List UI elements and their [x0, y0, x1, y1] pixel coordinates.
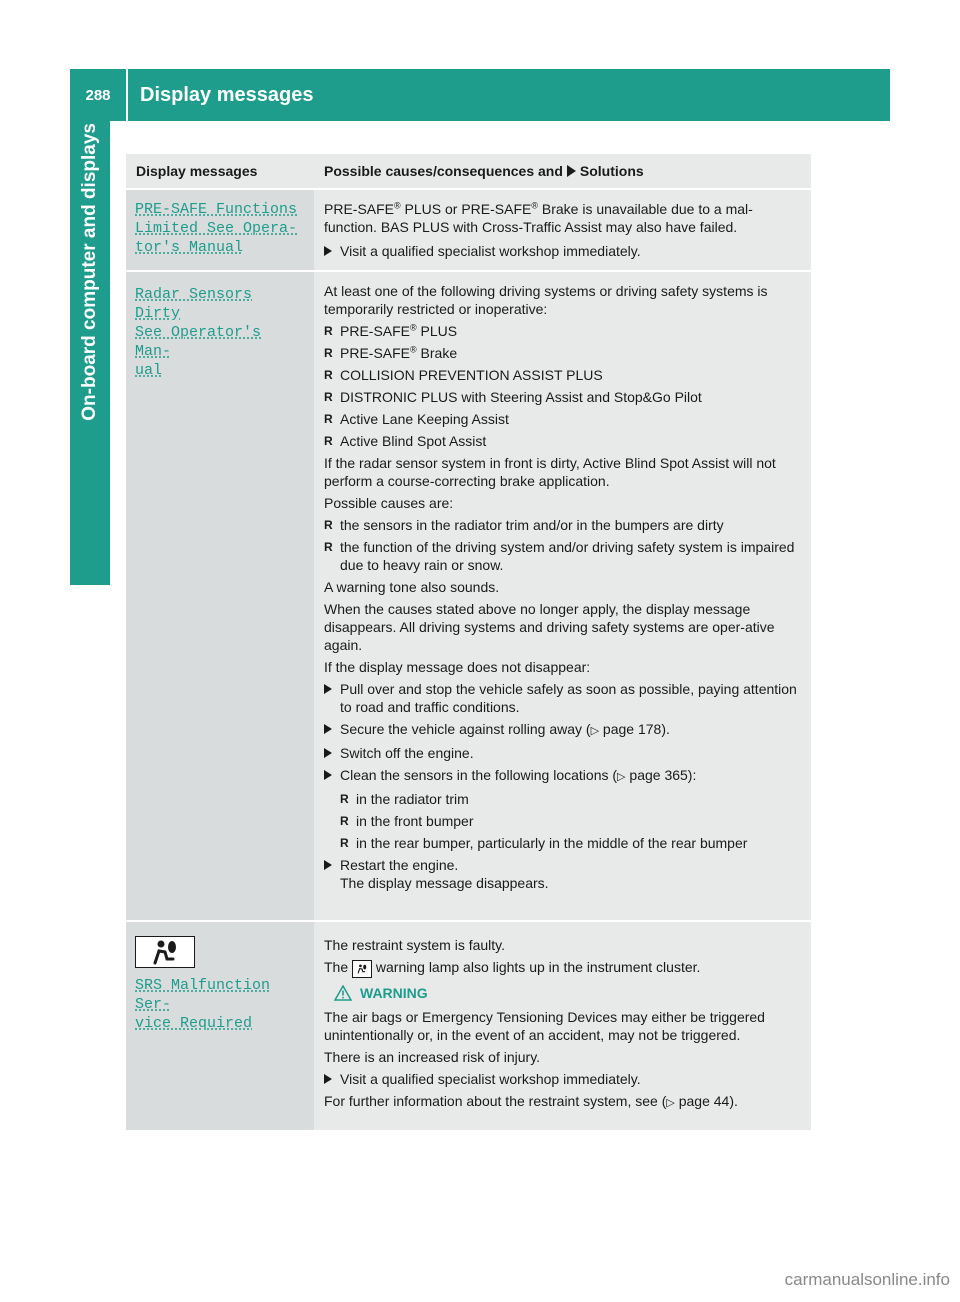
table-row: [126, 272, 811, 922]
message-line: PRE-SAFE Functions: [135, 201, 298, 218]
list-item: R the sensors in the radiator trim and/or in the bumpers are dirty: [324, 517, 724, 533]
step-item: Switch off the engine.: [324, 744, 803, 762]
airbag-warning-lamp-icon: [352, 960, 372, 978]
step-item: Pull over and stop the vehicle safely as soon as possible, paying attention to road and traffic conditions.: [324, 680, 803, 716]
message-cell: [126, 272, 314, 920]
page-ref-link[interactable]: page 178).: [599, 721, 670, 737]
list-item: R in the radiator trim: [340, 791, 469, 807]
step-arrow-icon: [324, 684, 332, 694]
message-line: See Operator's Man‐: [135, 324, 262, 360]
step-arrow-icon: [324, 860, 332, 870]
cause-text: PRE-SAFE® PLUS or PRE-SAFE® Brake is unavailable due to a mal- function. BAS PLUS with Cross-Traffic Assist may also have failed.: [324, 200, 753, 235]
step-arrow-icon: [324, 246, 332, 256]
messages-table: [126, 154, 811, 1132]
paragraph: For further information about the restraint system, see (▷ page 44).: [324, 1093, 738, 1109]
watermark: carmanualsonline.info: [784, 1270, 950, 1289]
message-cell: [126, 922, 314, 1130]
paragraph: The warning lamp also lights up in the instrument cluster.: [324, 958, 803, 978]
list-item: R DISTRONIC PLUS with Steering Assist and Stop&Go Pilot: [324, 389, 702, 405]
warning-heading: WARNING: [334, 984, 803, 1002]
side-tab-label: On-board computer and displays: [79, 123, 100, 421]
paragraph: Possible causes are:: [324, 495, 454, 511]
col-header-causes: [314, 154, 811, 188]
message-line: tor's Manual: [135, 239, 244, 256]
step-item: Visit a qualified specialist workshop immediately.: [324, 242, 803, 260]
paragraph: If the radar sensor system in front is dirty, Active Blind Spot Assist will not perform a course-correcting brake application.: [324, 455, 776, 489]
airbag-person-icon: [147, 939, 183, 965]
message-line: Radar Sensors Dirty: [135, 286, 253, 322]
list-item: R in the front bumper: [340, 813, 474, 829]
airbag-warning-icon: [135, 936, 195, 968]
list-item: R PRE-SAFE® PLUS: [324, 322, 458, 339]
list-item: R COLLISION PREVENTION ASSIST PLUS: [324, 367, 603, 383]
table-row: [126, 190, 811, 272]
side-tab-label-wrap: [70, 121, 110, 521]
page-ref-link[interactable]: page 44).: [674, 1093, 738, 1109]
message-cell: [126, 190, 314, 270]
message-line: ual: [135, 362, 163, 379]
step-item: Clean the sensors in the following locations (▷ page 365):: [324, 766, 803, 786]
paragraph: The restraint system is faulty.: [324, 937, 506, 953]
page-header: [70, 69, 890, 121]
step-item: Secure the vehicle against rolling away (▷ page 178).: [324, 720, 803, 740]
col-header-causes-text: Possible causes/consequences and: [324, 163, 563, 179]
step-item: Visit a qualified specialist workshop immediately.: [324, 1070, 803, 1088]
list-item: R PRE-SAFE® Brake: [324, 344, 458, 361]
step-arrow-icon: [324, 748, 332, 758]
page-number: 288: [85, 86, 111, 104]
page-title: Display messages: [140, 83, 314, 106]
step-arrow-icon: [324, 724, 332, 734]
message-line: Limited See Opera‐: [135, 220, 298, 237]
step-arrow-icon: [324, 770, 332, 780]
list-item: R Active Blind Spot Assist: [324, 433, 487, 449]
col-header-solutions-text: Solutions: [579, 163, 644, 179]
message-line: vice Required: [135, 1015, 253, 1032]
list-item: R the function of the driving system and/or driving safety system is impaired due to heavy rain or snow.: [324, 539, 795, 573]
solutions-arrow-icon: [567, 165, 576, 177]
list-item: R in the rear bumper, particularly in the middle of the rear bumper: [340, 835, 748, 851]
paragraph: When the causes stated above no longer apply, the display message disappears. All driving systems and driving safety systems are oper-ative again.: [324, 601, 775, 653]
step-item: Restart the engine. The display message disappears.: [324, 856, 803, 892]
warning-triangle-icon: [334, 985, 352, 1001]
page-ref-icon: ▷: [590, 725, 600, 737]
solution-cell: [314, 922, 811, 1130]
step-arrow-icon: [324, 1074, 332, 1084]
solution-cell: [314, 190, 811, 270]
page-ref-icon: ▷: [617, 771, 626, 783]
page-ref-link[interactable]: page 365):: [625, 767, 697, 783]
paragraph: If the display message does not disappear:: [324, 659, 591, 675]
col-header-messages: Display messages: [136, 163, 258, 179]
table-row: [126, 922, 811, 1132]
warning-text: The air bags or Emergency Tensioning Devices may either be triggered unintentionally or, in the event of an accident, may not be triggered.: [324, 1009, 765, 1043]
table-header: [126, 154, 811, 190]
paragraph: A warning tone also sounds.: [324, 579, 500, 595]
intro-text: At least one of the following driving systems or driving safety systems is temporarily restricted or inoperative:: [324, 283, 768, 317]
solution-cell: [314, 272, 811, 920]
list-item: R Active Lane Keeping Assist: [324, 411, 509, 427]
paragraph: There is an increased risk of injury.: [324, 1049, 541, 1065]
page-ref-icon: ▷: [666, 1097, 675, 1109]
message-line: SRS Malfunction Ser‐: [135, 977, 271, 1013]
